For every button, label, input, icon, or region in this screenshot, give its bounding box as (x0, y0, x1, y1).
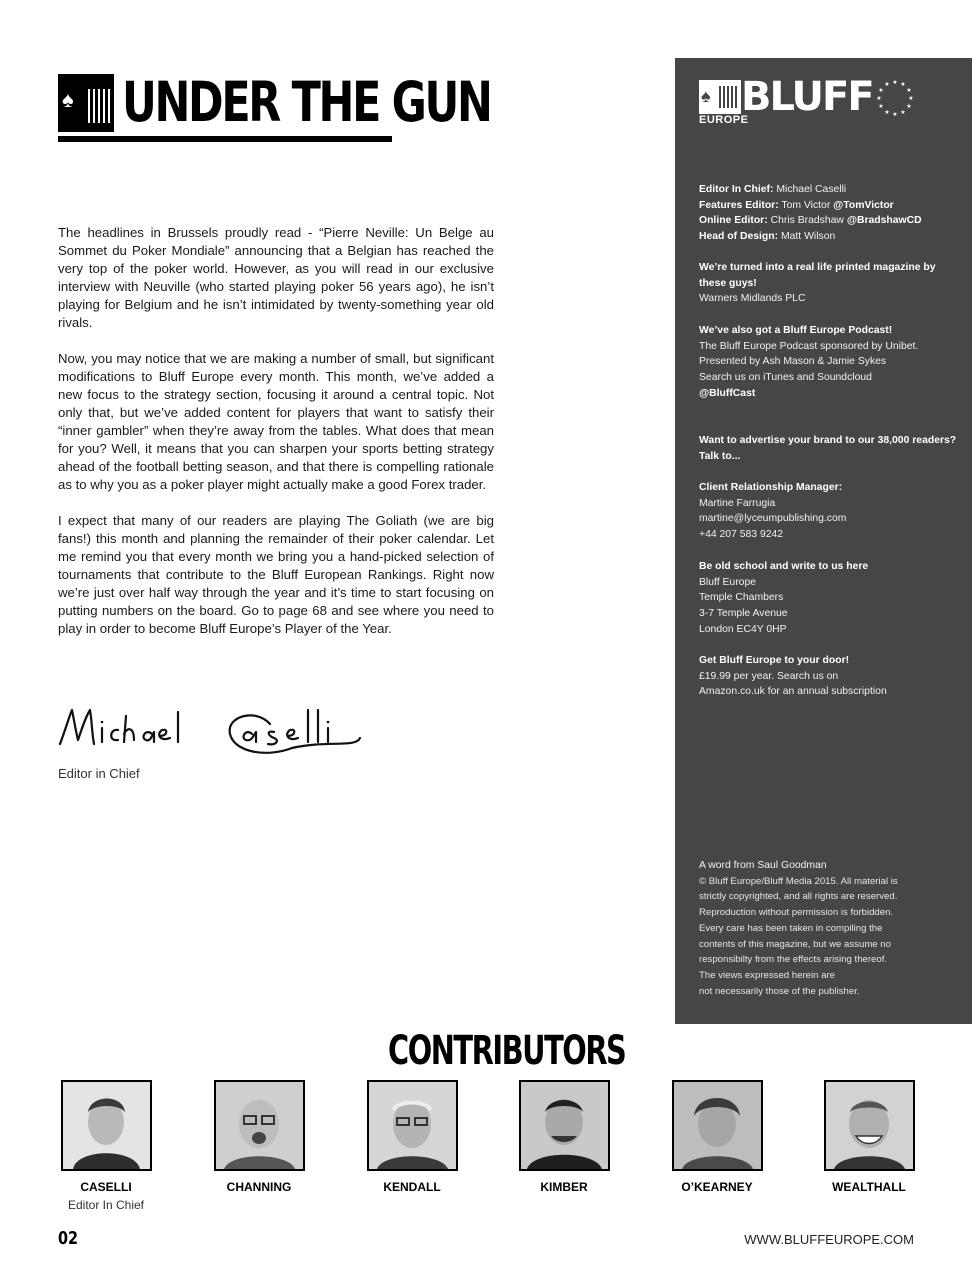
address-heading: Be old school and write to us here (699, 561, 869, 572)
contributor-photo (672, 1080, 763, 1171)
section-header (58, 70, 491, 144)
editor-signature (56, 698, 416, 770)
svg-text:★: ★ (878, 87, 884, 94)
contributor-role: Editor In Chief (67, 1198, 145, 1212)
subscription-line: £19.99 per year. Search us on (699, 670, 839, 682)
editorial-body (58, 224, 494, 656)
subscription-heading: Get Bluff Europe to your door! (699, 655, 850, 666)
contributor-photo (61, 1080, 152, 1171)
header-underline (58, 136, 392, 142)
svg-text:★: ★ (908, 95, 914, 102)
svg-text:★: ★ (878, 103, 884, 110)
contributor-name: O’KEARNEY (681, 1180, 753, 1194)
staff-row: Online Editor: Chris Bradshaw @BradshawCD (699, 215, 922, 227)
contributor-name: KIMBER (540, 1180, 588, 1194)
printer-heading: We’re turned into a real life printed magazine by these guys! (699, 262, 936, 289)
svg-text:★: ★ (900, 81, 906, 88)
address-block (699, 559, 959, 638)
contributor-photo (519, 1080, 610, 1171)
svg-text:★: ★ (892, 79, 898, 86)
svg-text:★: ★ (906, 87, 912, 94)
legal-line: © Bluff Europe/Bluff Media 2015. All material is (699, 875, 898, 887)
podcast-block (699, 323, 959, 402)
address-line: London EC4Y 0HP (699, 623, 787, 635)
crm-block (699, 480, 959, 543)
crm-phone: +44 207 583 9242 (699, 529, 784, 541)
printer-name: Warners Midlands PLC (699, 293, 806, 305)
legal-block (699, 858, 959, 999)
contributor-name: CHANNING (226, 1180, 292, 1194)
legal-line: strictly copyrighted, and all rights are reserved. (699, 891, 898, 903)
podcast-line: The Bluff Europe Podcast sponsored by Unibet. (699, 340, 919, 352)
crm-name: Martine Farrugia (699, 497, 776, 509)
contributor-photo (367, 1080, 458, 1171)
subscription-block (699, 653, 959, 700)
address-line: Bluff Europe (699, 576, 756, 588)
spade-logo-icon: ♠ (58, 74, 114, 132)
legal-line: not necessarily those of the publisher. (699, 985, 860, 997)
editorial-paragraph: The headlines in Brussels proudly read - “Pierre Neville: Un Belge au Sommet du Poker Mondiale” announcing that a Belgian has reached the very top of the poker world. However, as you will read in our exclusive interview with Neuville (who started playing poker 56 years ago), he isn’t playing for Belgium and he isn’t intimidated by twenty-something year old rivals. (58, 225, 494, 330)
address-line: Temple Chambers (699, 592, 784, 604)
contributor-photo (824, 1080, 915, 1171)
contributor-name: WEALTHALL (832, 1180, 906, 1194)
legal-heading: A word from Saul Goodman (699, 860, 827, 871)
contributor-photo (214, 1080, 305, 1171)
eu-stars-icon (875, 78, 915, 118)
printer-block (699, 260, 959, 307)
subscription-line: Amazon.co.uk for an annual subscription (699, 686, 887, 698)
legal-line: Every care has been taken in compiling the (699, 922, 883, 934)
svg-text:★: ★ (900, 109, 906, 116)
contributors-title: CONTRIBUTORS (388, 1028, 626, 1074)
address-line: 3-7 Temple Avenue (699, 608, 788, 620)
spade-logo-icon: ♠ (699, 80, 741, 114)
podcast-handle[interactable]: @BluffCast (699, 387, 756, 399)
logo-wordmark: BLUFF (741, 74, 873, 120)
advertise-block (699, 433, 959, 464)
svg-text:★: ★ (884, 109, 890, 116)
svg-text:★: ★ (892, 111, 898, 118)
page-title: UNDER THE GUN (122, 70, 491, 134)
logo-region: EUROPE (699, 114, 749, 126)
svg-text:★: ★ (906, 103, 912, 110)
podcast-line: Search us on iTunes and Soundcloud (699, 372, 872, 384)
signature-role: Editor in Chief (58, 766, 140, 781)
editorial-paragraph: Now, you may notice that we are making a number of small, but significant modifications to Bluff Europe every month. This month, we’ve added a new focus to the strategy section, focusing it around a central topic. Not only that, but we’ve added content for players that want to satisfy their “inner gambler” when they’re away from the tables. What does that mean for you? Well, it means that you can sharpen your sports betting strategy ahead of the football betting season, and that there is compelling rationale as to why you as a poker player might actually make a good Forex trader. (58, 351, 494, 492)
legal-line: contents of this magazine, but we assume no (699, 938, 891, 950)
editorial-paragraph: I expect that many of our readers are playing The Goliath (we are big fans!) this month and planning the remainder of their poker calendar. Let me remind you that every month we bring you a hand-picked selection of tournaments that contribute to the Bluff European Rankings. Right now we’re just over half way through the year and it’s time to start focusing on putting numbers on the board. Go to page 68 and see where you need to play in order to become Bluff Europe’s Player of the Year. (58, 513, 494, 636)
svg-text:★: ★ (876, 95, 882, 102)
masthead-sidebar (675, 58, 972, 1024)
svg-text:★: ★ (884, 81, 890, 88)
podcast-line: Presented by Ash Mason & Jamie Sykes (699, 356, 887, 368)
staff-row: Head of Design: Matt Wilson (699, 231, 836, 243)
crm-email-link[interactable]: martine@lyceumpublishing.com (699, 513, 847, 525)
staff-row: Editor In Chief: Michael Caselli (699, 184, 847, 195)
advertise-heading: Want to advertise your brand to our 38,000 readers? Talk to... (699, 435, 957, 462)
legal-line: responsibilty from the effects arising thereof. (699, 954, 888, 966)
crm-heading: Client Relationship Manager: (699, 482, 843, 493)
contributor-name: KENDALL (383, 1180, 441, 1194)
contributor-name: CASELLI (80, 1180, 132, 1194)
page-number: 02 (58, 1228, 79, 1249)
bluff-europe-logo (699, 76, 919, 144)
staff-list (699, 182, 959, 245)
staff-row: Features Editor: Tom Victor @TomVictor (699, 199, 894, 211)
legal-line: Reproduction without permission is forbidden. (699, 907, 894, 919)
website-link[interactable]: WWW.BLUFFEUROPE.COM (744, 1232, 914, 1247)
legal-line: The views expressed herein are (699, 969, 835, 981)
podcast-heading: We’ve also got a Bluff Europe Podcast! (699, 325, 893, 336)
